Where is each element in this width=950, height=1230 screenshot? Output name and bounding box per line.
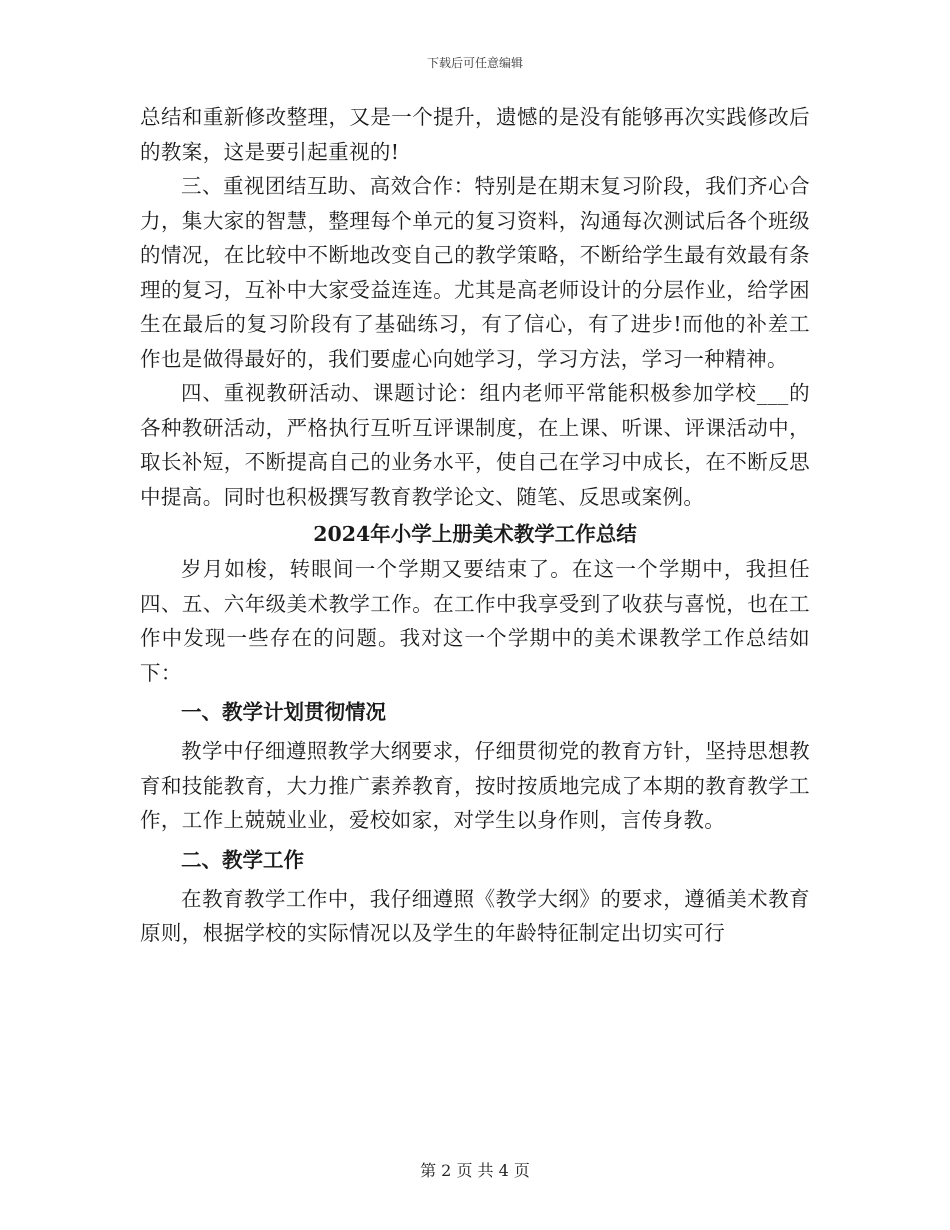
- paragraph-plan: 教学中仔细遵照教学大纲要求，仔细贯彻党的教育方针，坚持思想教育和技能教育，大力推广素养教育，按时按质地完成了本期的教育教学工作，工作上兢兢业业，爱校如家，对学生以身作则，言传身教。: [140, 739, 810, 832]
- page-footer: 第 2 页 共 4 页: [420, 1161, 530, 1180]
- heading-plan: 一、教学计划贯彻情况: [181, 700, 386, 724]
- paragraph-teaching: 在教育教学工作中，我仔细遵照《教学大纲》的要求，遵循美术教育原则，根据学校的实际情况以及学生的年龄特征制定出切实可行: [140, 886, 810, 945]
- paragraph-teamwork: 三、重视团结互助、高效合作：特别是在期末复习阶段，我们齐心合力，集大家的智慧，整理每个单元的复习资料，沟通每次测试后各个班级的情况，在比较中不断地改变自己的教学策略，不断给学生最有效最有条理的复习，互补中大家受益连连。尤其是高老师设计的分层作业，给学困生在最后的复习阶段有了基础练习，有了信心，有了进步!而他的补差工作也是做得最好的，我们要虚心向她学习，学习方法，学习一种精神。: [140, 174, 810, 371]
- paragraph-research: 四、重视教研活动、课题讨论：组内老师平常能积极参加学校___的各种教研活动，严格执行互听互评课制度，在上课、听课、评课活动中，取长补短，不断提高自己的业务水平，使自己在学习中成长，在不断反思中提高。同时也积极撰写教育教学论文、随笔、反思或案例。: [140, 381, 810, 509]
- paragraph-intro: 岁月如梭，转眼间一个学期又要结束了。在这一个学期中，我担任四、五、六年级美术教学工作。在工作中我享受到了收获与喜悦，也在工作中发现一些存在的问题。我对这一个学期中的美术课教学工作总结如下：: [140, 557, 810, 685]
- paragraph-continued: 总结和重新修改整理，又是一个提升，遗憾的是没有能够再次实践修改后的教案，这是要引起重视的!: [140, 105, 810, 164]
- section-title: 2024年小学上册美术教学工作总结: [313, 522, 637, 546]
- page-header: 下载后可任意编辑: [426, 56, 523, 70]
- heading-teaching: 二、教学工作: [181, 847, 304, 872]
- document-body: [140, 100, 810, 951]
